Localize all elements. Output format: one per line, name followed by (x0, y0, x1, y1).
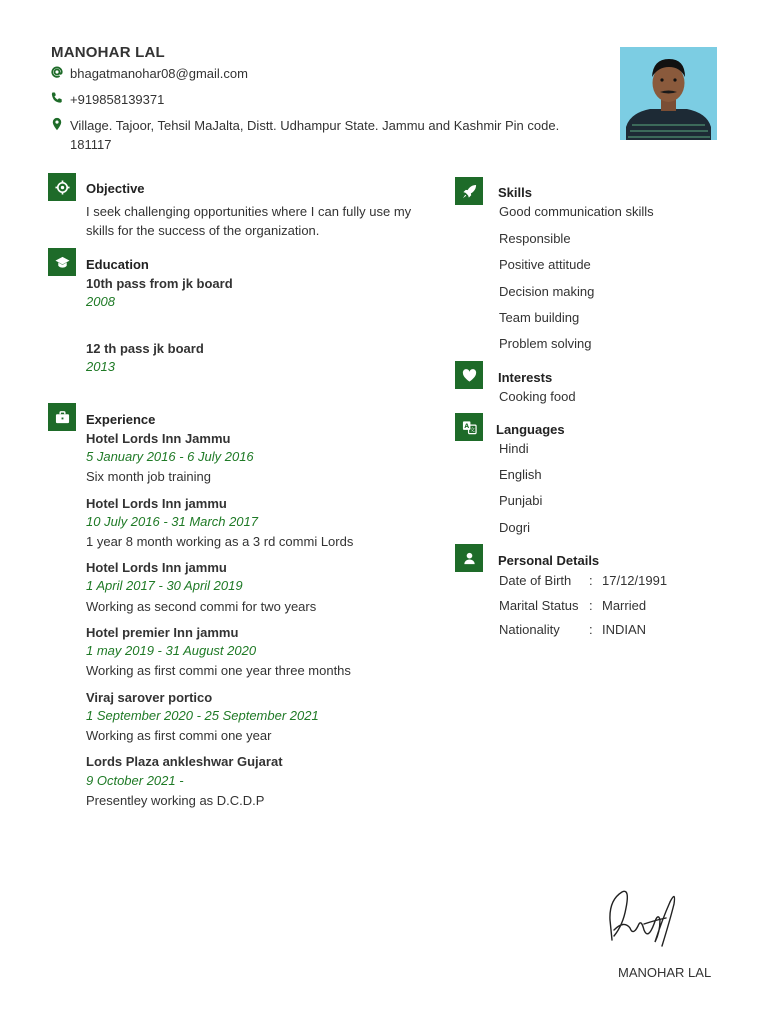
heart-icon (462, 368, 477, 383)
experience-item-dates: 1 may 2019 - 31 August 2020 (86, 643, 257, 658)
pd-value-dob: 17/12/1991 (602, 573, 668, 588)
experience-item-title: Viraj sarover portico (86, 690, 213, 705)
person-portrait-icon (620, 47, 717, 140)
at-icon (50, 65, 64, 79)
language-item: Hindi (499, 441, 529, 456)
education-item-year: 2013 (86, 359, 115, 374)
interest-item: Cooking food (499, 389, 576, 404)
education-item-year: 2008 (86, 294, 115, 309)
signature-name: MANOHAR LAL (618, 965, 712, 980)
email-text: bhagatmanohar08@gmail.com (70, 66, 248, 81)
experience-item-dates: 9 October 2021 - (86, 773, 184, 788)
svg-text:A: A (463, 422, 469, 430)
experience-item-dates: 10 July 2016 - 31 March 2017 (86, 514, 258, 529)
experience-item-desc: Six month job training (86, 469, 212, 484)
location-pin-icon (50, 117, 64, 131)
experience-item-desc: 1 year 8 month working as a 3 rd commi Lords (86, 534, 354, 549)
address-text: Village. Tajoor, Tehsil MaJalta, Distt. Udhampur State. Jammu and Kashmir Pin code. 181117 (70, 118, 560, 152)
pd-value-nationality: INDIAN (602, 622, 647, 637)
pd-label-nationality: Nationality (499, 622, 560, 637)
education-item-title: 12 th pass jk board (86, 341, 204, 356)
profile-photo (620, 47, 717, 140)
skill-item: Decision making (499, 284, 595, 299)
pd-colon: : (589, 598, 593, 613)
skills-title: Skills (498, 185, 532, 200)
skill-item: Positive attitude (499, 257, 591, 272)
experience-title: Experience (86, 412, 156, 427)
education-item-title: 10th pass from jk board (86, 276, 233, 291)
languages-section-icon (455, 413, 483, 441)
skill-item: Team building (499, 310, 580, 325)
svg-text:文: 文 (469, 427, 475, 434)
experience-item-desc: Working as second commi for two years (86, 599, 317, 614)
objective-section-icon (48, 173, 76, 201)
interests-title: Interests (498, 370, 553, 385)
phone-icon (50, 91, 64, 105)
skill-item: Responsible (499, 231, 571, 246)
rocket-icon (462, 184, 477, 199)
experience-item-title: Hotel premier Inn jammu (86, 625, 239, 640)
phone-text: +919858139371 (70, 92, 165, 107)
experience-item-dates: 1 April 2017 - 30 April 2019 (86, 578, 243, 593)
skill-item: Problem solving (499, 336, 592, 351)
experience-item-title: Hotel Lords Inn jammu (86, 496, 227, 511)
experience-item-title: Lords Plaza ankleshwar Gujarat (86, 754, 283, 769)
experience-item-title: Hotel Lords Inn jammu (86, 560, 227, 575)
email-row (50, 64, 248, 83)
languages-title: Languages (496, 422, 565, 437)
experience-item-desc: Presentley working as D.C.D.P (86, 793, 265, 808)
user-icon (462, 551, 477, 566)
interests-section-icon (455, 361, 483, 389)
pd-colon: : (589, 622, 593, 637)
phone-row (50, 90, 164, 109)
address-row (50, 116, 560, 154)
experience-section-icon (48, 403, 76, 431)
experience-item-desc: Working as first commi one year (86, 728, 272, 743)
experience-item-dates: 5 January 2016 - 6 July 2016 (86, 449, 254, 464)
candidate-name: MANOHAR LAL (51, 44, 165, 61)
experience-item-desc: Working as first commi one year three months (86, 663, 351, 678)
graduation-cap-icon (55, 255, 70, 270)
translate-icon (462, 420, 477, 435)
skills-section-icon (455, 177, 483, 205)
language-item: Punjabi (499, 493, 543, 508)
personal-details-title: Personal Details (498, 553, 600, 568)
experience-item-title: Hotel Lords Inn Jammu (86, 431, 231, 446)
education-section-icon (48, 248, 76, 276)
pd-label-dob: Date of Birth (499, 573, 572, 588)
language-item: English (499, 467, 542, 482)
experience-item-dates: 1 September 2020 - 25 September 2021 (86, 708, 319, 723)
signature-image (600, 880, 690, 955)
education-title: Education (86, 257, 149, 272)
skill-item: Good communication skills (499, 204, 654, 219)
objective-text: I seek challenging opportunities where I can fully use my skills for the success of the organization. (86, 204, 412, 238)
pd-value-marital-status: Married (602, 598, 647, 613)
briefcase-icon (55, 410, 70, 425)
language-item: Dogri (499, 520, 531, 535)
objective-title: Objective (86, 181, 145, 196)
pd-colon: : (589, 573, 593, 588)
pd-label-marital-status: Marital Status (499, 598, 579, 613)
target-icon (55, 180, 70, 195)
personal-details-section-icon (455, 544, 483, 572)
